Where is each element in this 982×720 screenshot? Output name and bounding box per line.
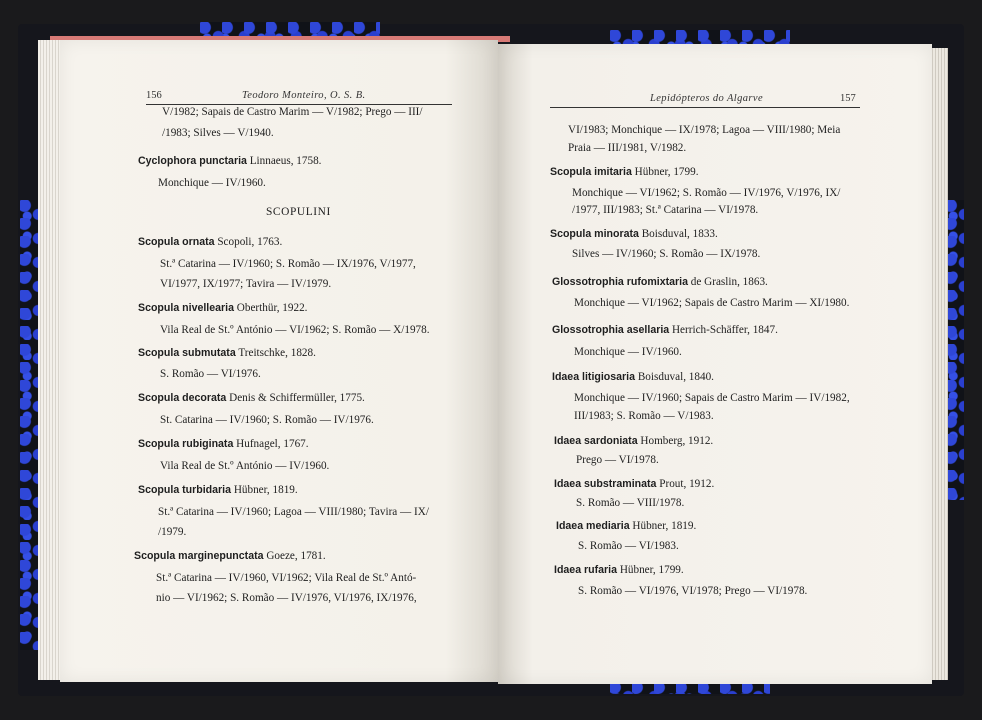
left-species-entry <box>138 236 282 248</box>
left-record-line: St.ª Catarina — IV/1960, VI/1962; Vila Real de St.º Antó- <box>156 572 417 584</box>
right-record-line: Monchique — IV/1960; Sapais de Castro Marim — IV/1982, <box>574 392 850 404</box>
species-name: Idaea mediaria <box>556 520 630 532</box>
species-name: Scopula minorata <box>550 228 639 240</box>
species-name: Scopula submutata <box>138 347 236 359</box>
left-record-line: St.ª Catarina — IV/1960; S. Romão — IX/1976, V/1977, <box>160 258 416 270</box>
left-record-line: Vila Real de St.º António — VI/1962; S. Romão — X/1978. <box>160 324 430 336</box>
species-author: Boisduval, 1833. <box>638 228 718 240</box>
species-name: Scopula decorata <box>138 392 227 404</box>
species-author: Hübner, 1819. <box>629 520 697 532</box>
right-record-line: III/1983; S. Romão — V/1983. <box>574 410 714 422</box>
right-record-line: Silves — IV/1960; S. Romão — IX/1978. <box>572 248 761 260</box>
species-author: Hübner, 1799. <box>631 166 699 178</box>
right-species-entry <box>556 520 696 532</box>
page-stack-left <box>38 40 62 680</box>
right-species-entry <box>554 435 713 447</box>
left-record-line: S. Romão — VI/1976. <box>160 368 261 380</box>
right-species-entry <box>552 324 778 336</box>
left-record-line: /1983; Silves — V/1940. <box>162 127 274 139</box>
species-author: Linnaeus, 1758. <box>246 155 322 167</box>
right-species-entry <box>550 228 718 240</box>
left-record-line: nio — VI/1962; S. Romão — IV/1976, VI/1976, IX/1976, <box>156 592 417 604</box>
species-author: Homberg, 1912. <box>637 435 714 447</box>
species-name: Scopula marginepunctata <box>134 550 264 562</box>
species-name: Scopula rubiginata <box>138 438 234 450</box>
right-species-entry <box>550 166 699 178</box>
right-record-line: S. Romão — VI/1983. <box>578 540 679 552</box>
left-page-number: 156 <box>146 90 162 101</box>
left-species-entry <box>138 392 365 404</box>
species-author: Goeze, 1781. <box>263 550 326 562</box>
right-page <box>498 44 932 684</box>
species-name: Glossotrophia rufomixtaria <box>552 276 688 288</box>
left-page-header <box>146 90 452 105</box>
left-page <box>60 40 498 682</box>
right-record-line: VI/1983; Monchique — IX/1978; Lagoa — VIII/1980; Meia <box>568 124 841 136</box>
species-name: Cyclophora punctaria <box>138 155 247 167</box>
left-record-line: /1979. <box>158 526 187 538</box>
right-record-line: /1977, III/1983; St.ª Catarina — VI/1978. <box>572 204 759 216</box>
right-record-line: S. Romão — VI/1976, VI/1978; Prego — VI/1978. <box>578 585 808 597</box>
left-record-line: Monchique — IV/1960. <box>158 177 266 189</box>
left-record-line: St. Catarina — IV/1960; S. Romão — IV/1976. <box>160 414 374 426</box>
right-record-line: Praia — III/1981, V/1982. <box>568 142 687 154</box>
right-page-running-title: Lepidópteros do Algarve <box>650 93 764 104</box>
right-species-entry <box>554 564 684 576</box>
species-author: Herrich-Schäffer, 1847. <box>669 324 778 336</box>
left-species-entry <box>138 347 316 359</box>
left-species-entry <box>138 155 321 167</box>
species-name: Scopula nivellearia <box>138 302 234 314</box>
right-species-entry <box>552 371 714 383</box>
left-record-line: St.ª Catarina — IV/1960; Lagoa — VIII/1980; Tavira — IX/ <box>158 506 429 518</box>
left-record-line: V/1982; Sapais de Castro Marim — V/1982; Prego — III/ <box>162 106 423 118</box>
species-author: Hufnagel, 1767. <box>233 438 309 450</box>
species-author: Denis & Schiffermüller, 1775. <box>226 392 365 404</box>
species-author: Prout, 1912. <box>656 478 715 490</box>
species-name: Idaea substraminata <box>554 478 657 490</box>
left-page-running-title: Teodoro Monteiro, O. S. B. <box>242 90 366 101</box>
species-name: Idaea litigiosaria <box>552 371 636 383</box>
species-name: Idaea rufaria <box>554 564 618 576</box>
right-record-line: Prego — VI/1978. <box>576 454 659 466</box>
right-species-entry <box>552 276 768 288</box>
right-page-header <box>550 93 860 108</box>
right-record-line: Monchique — IV/1960. <box>574 346 682 358</box>
species-name: Idaea sardoniata <box>554 435 638 447</box>
right-page-number: 157 <box>840 93 856 104</box>
species-name: Scopula ornata <box>138 236 215 248</box>
left-species-entry <box>134 550 326 562</box>
species-author: Treitschke, 1828. <box>235 347 316 359</box>
left-record-line: Vila Real de St.º António — IV/1960. <box>160 460 330 472</box>
right-species-entry <box>554 478 714 490</box>
left-record-line: VI/1977, IX/1977; Tavira — IV/1979. <box>160 278 332 290</box>
species-name: Scopula turbidaria <box>138 484 232 496</box>
right-record-line: S. Romão — VIII/1978. <box>576 497 685 509</box>
left-species-entry <box>138 302 307 314</box>
species-author: Oberthür, 1922. <box>233 302 308 314</box>
species-author: Boisduval, 1840. <box>635 371 714 383</box>
species-author: Hübner, 1819. <box>231 484 298 496</box>
species-author: de Graslin, 1863. <box>687 276 768 288</box>
cover-pattern-top-right <box>610 30 790 44</box>
species-author: Hübner, 1799. <box>617 564 684 576</box>
page-stack-right <box>930 48 948 680</box>
cover-pattern-left <box>20 200 40 650</box>
species-name: Glossotrophia asellaria <box>552 324 670 336</box>
cover-pattern-right <box>946 200 964 500</box>
species-author: Scopoli, 1763. <box>214 236 283 248</box>
right-record-line: Monchique — VI/1962; Sapais de Castro Marim — XI/1980. <box>574 297 850 309</box>
left-species-entry <box>138 484 298 496</box>
species-name: Scopula imitaria <box>550 166 632 178</box>
left-section-heading: SCOPULINI <box>266 206 331 218</box>
left-species-entry <box>138 438 309 450</box>
right-record-line: Monchique — VI/1962; S. Romão — IV/1976, V/1976, IX/ <box>572 187 841 199</box>
